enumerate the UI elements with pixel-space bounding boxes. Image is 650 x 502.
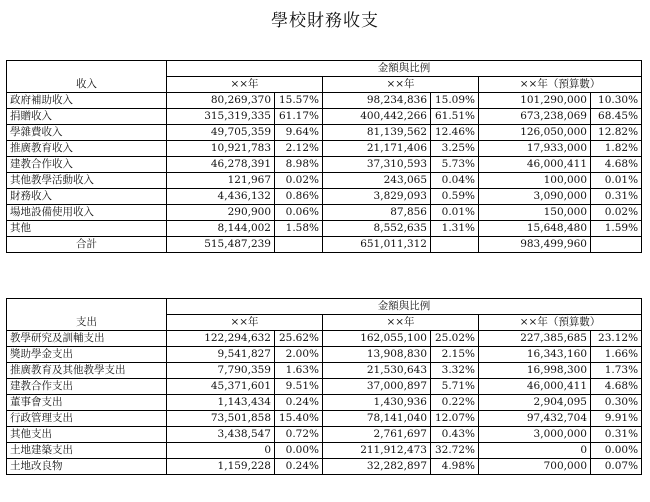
percent-1: 61.17% (275, 109, 323, 125)
amount-3: 150,000 (479, 205, 591, 221)
amount-2: 211,912,473 (323, 443, 431, 459)
amount-2: 81,139,562 (323, 125, 431, 141)
percent-2: 0.01% (431, 205, 479, 221)
amount-3: 700,000 (479, 459, 591, 475)
percent-3: 0.00% (591, 443, 642, 459)
amount-1: 45,371,601 (167, 379, 275, 395)
amount-2: 1,430,936 (323, 395, 431, 411)
amount-3: 16,343,160 (479, 347, 591, 363)
percent-1: 0.24% (275, 395, 323, 411)
percent-3: 0.07% (591, 459, 642, 475)
percent-2: 0.43% (431, 427, 479, 443)
percent-3: 0.30% (591, 395, 642, 411)
row-label: 政府補助收入 (7, 93, 167, 109)
percent-2: 12.46% (431, 125, 479, 141)
table-row (7, 379, 642, 395)
amount-3: 227,385,685 (479, 331, 591, 347)
income-header-row-1 (7, 61, 642, 77)
amount-2: 32,282,897 (323, 459, 431, 475)
expense-period-3: ××年（預算數） (479, 315, 642, 331)
row-label: 推廣教育及其他教學支出 (7, 363, 167, 379)
percent-2: 2.15% (431, 347, 479, 363)
table-row (7, 347, 642, 363)
total-label: 合計 (7, 237, 167, 253)
percent-2: 25.02% (431, 331, 479, 347)
amount-2: 37,310,593 (323, 157, 431, 173)
percent-1: 0.06% (275, 205, 323, 221)
percent-2: 4.98% (431, 459, 479, 475)
percent-1: 15.40% (275, 411, 323, 427)
amount-1: 8,144,002 (167, 221, 275, 237)
amount-3: 0 (479, 443, 591, 459)
amount-3: 97,432,704 (479, 411, 591, 427)
total-amount-1: 515,487,239 (167, 237, 275, 253)
income-period-1: ××年 (167, 77, 323, 93)
percent-3: 4.68% (591, 379, 642, 395)
row-label: 行政管理支出 (7, 411, 167, 427)
percent-1: 1.58% (275, 221, 323, 237)
percent-1: 15.57% (275, 93, 323, 109)
table-row (7, 459, 642, 475)
percent-3: 9.91% (591, 411, 642, 427)
expense-group-header: 金額與比例 (167, 299, 642, 315)
percent-1: 9.64% (275, 125, 323, 141)
percent-3: 12.82% (591, 125, 642, 141)
income-group-header: 金額與比例 (167, 61, 642, 77)
amount-3: 101,290,000 (479, 93, 591, 109)
amount-3: 16,998,300 (479, 363, 591, 379)
percent-2: 61.51% (431, 109, 479, 125)
percent-1: 9.51% (275, 379, 323, 395)
table-row (7, 331, 642, 347)
percent-2: 0.22% (431, 395, 479, 411)
table-row (7, 141, 642, 157)
expense-period-2: ××年 (323, 315, 479, 331)
percent-3: 68.45% (591, 109, 642, 125)
percent-2: 1.31% (431, 221, 479, 237)
row-label: 推廣教育收入 (7, 141, 167, 157)
amount-2: 400,442,266 (323, 109, 431, 125)
total-amount-3: 983,499,960 (479, 237, 591, 253)
amount-1: 73,501,858 (167, 411, 275, 427)
amount-1: 4,436,132 (167, 189, 275, 205)
amount-3: 2,904,095 (479, 395, 591, 411)
total-percent-3 (591, 237, 642, 253)
row-label: 建教合作支出 (7, 379, 167, 395)
percent-1: 0.02% (275, 173, 323, 189)
page-title: 學校財務收支 (271, 11, 379, 31)
row-label: 獎助學金支出 (7, 347, 167, 363)
amount-3: 126,050,000 (479, 125, 591, 141)
expense-period-1: ××年 (167, 315, 323, 331)
percent-3: 0.31% (591, 189, 642, 205)
amount-2: 87,856 (323, 205, 431, 221)
table-row (7, 395, 642, 411)
amount-3: 15,648,480 (479, 221, 591, 237)
percent-3: 1.82% (591, 141, 642, 157)
amount-2: 8,552,635 (323, 221, 431, 237)
amount-2: 78,141,040 (323, 411, 431, 427)
percent-3: 0.31% (591, 427, 642, 443)
table-row (7, 221, 642, 237)
total-amount-2: 651,011,312 (323, 237, 431, 253)
amount-2: 162,055,100 (323, 331, 431, 347)
amount-1: 290,900 (167, 205, 275, 221)
percent-3: 0.01% (591, 173, 642, 189)
amount-1: 80,269,370 (167, 93, 275, 109)
percent-1: 2.00% (275, 347, 323, 363)
row-label: 學雜費收入 (7, 125, 167, 141)
amount-2: 13,908,830 (323, 347, 431, 363)
percent-2: 15.09% (431, 93, 479, 109)
total-percent-1 (275, 237, 323, 253)
row-label: 土地建築支出 (7, 443, 167, 459)
amount-1: 10,921,783 (167, 141, 275, 157)
table-row (7, 109, 642, 125)
percent-3: 1.59% (591, 221, 642, 237)
amount-2: 37,000,897 (323, 379, 431, 395)
percent-2: 5.71% (431, 379, 479, 395)
expense-header-row-1 (7, 299, 642, 315)
amount-2: 2,761,697 (323, 427, 431, 443)
row-label: 土地改良物 (7, 459, 167, 475)
row-label: 捐贈收入 (7, 109, 167, 125)
percent-1: 0.00% (275, 443, 323, 459)
table-row (7, 189, 642, 205)
percent-2: 3.25% (431, 141, 479, 157)
amount-1: 3,438,547 (167, 427, 275, 443)
amount-2: 21,530,643 (323, 363, 431, 379)
amount-1: 46,278,391 (167, 157, 275, 173)
amount-3: 3,090,000 (479, 189, 591, 205)
expense-category-header: 支出 (7, 299, 167, 331)
table-row (7, 125, 642, 141)
percent-2: 5.73% (431, 157, 479, 173)
row-label: 其他支出 (7, 427, 167, 443)
amount-1: 49,705,359 (167, 125, 275, 141)
amount-3: 100,000 (479, 173, 591, 189)
percent-1: 8.98% (275, 157, 323, 173)
percent-1: 0.86% (275, 189, 323, 205)
amount-2: 243,065 (323, 173, 431, 189)
income-period-2: ××年 (323, 77, 479, 93)
row-label: 場地設備使用收入 (7, 205, 167, 221)
amount-3: 46,000,411 (479, 157, 591, 173)
percent-3: 0.02% (591, 205, 642, 221)
percent-2: 12.07% (431, 411, 479, 427)
percent-3: 1.66% (591, 347, 642, 363)
amount-1: 7,790,359 (167, 363, 275, 379)
table-row (7, 93, 642, 109)
row-label: 董事會支出 (7, 395, 167, 411)
table-row (7, 443, 642, 459)
amount-1: 122,294,632 (167, 331, 275, 347)
percent-2: 0.04% (431, 173, 479, 189)
row-label: 其他 (7, 221, 167, 237)
amount-3: 3,000,000 (479, 427, 591, 443)
percent-1: 2.12% (275, 141, 323, 157)
table-row (7, 411, 642, 427)
percent-1: 1.63% (275, 363, 323, 379)
row-label: 其他教學活動收入 (7, 173, 167, 189)
percent-3: 1.73% (591, 363, 642, 379)
amount-2: 3,829,093 (323, 189, 431, 205)
income-category-header: 收入 (7, 61, 167, 93)
percent-3: 4.68% (591, 157, 642, 173)
income-table (6, 60, 642, 253)
total-row (7, 237, 642, 253)
percent-3: 23.12% (591, 331, 642, 347)
percent-2: 3.32% (431, 363, 479, 379)
table-row (7, 363, 642, 379)
amount-1: 0 (167, 443, 275, 459)
row-label: 教學研究及訓輔支出 (7, 331, 167, 347)
table-row (7, 157, 642, 173)
amount-2: 21,171,406 (323, 141, 431, 157)
income-period-3: ××年（預算數） (479, 77, 642, 93)
amount-3: 17,933,000 (479, 141, 591, 157)
table-row (7, 427, 642, 443)
percent-2: 32.72% (431, 443, 479, 459)
expense-table (6, 298, 642, 475)
amount-3: 673,238,069 (479, 109, 591, 125)
amount-1: 9,541,827 (167, 347, 275, 363)
percent-3: 10.30% (591, 93, 642, 109)
percent-1: 25.62% (275, 331, 323, 347)
row-label: 建教合作收入 (7, 157, 167, 173)
row-label: 財務收入 (7, 189, 167, 205)
amount-1: 1,143,434 (167, 395, 275, 411)
total-percent-2 (431, 237, 479, 253)
amount-3: 46,000,411 (479, 379, 591, 395)
percent-1: 0.72% (275, 427, 323, 443)
amount-1: 121,967 (167, 173, 275, 189)
amount-1: 315,319,335 (167, 109, 275, 125)
table-row (7, 205, 642, 221)
percent-1: 0.24% (275, 459, 323, 475)
table-row (7, 173, 642, 189)
amount-2: 98,234,836 (323, 93, 431, 109)
percent-2: 0.59% (431, 189, 479, 205)
amount-1: 1,159,228 (167, 459, 275, 475)
